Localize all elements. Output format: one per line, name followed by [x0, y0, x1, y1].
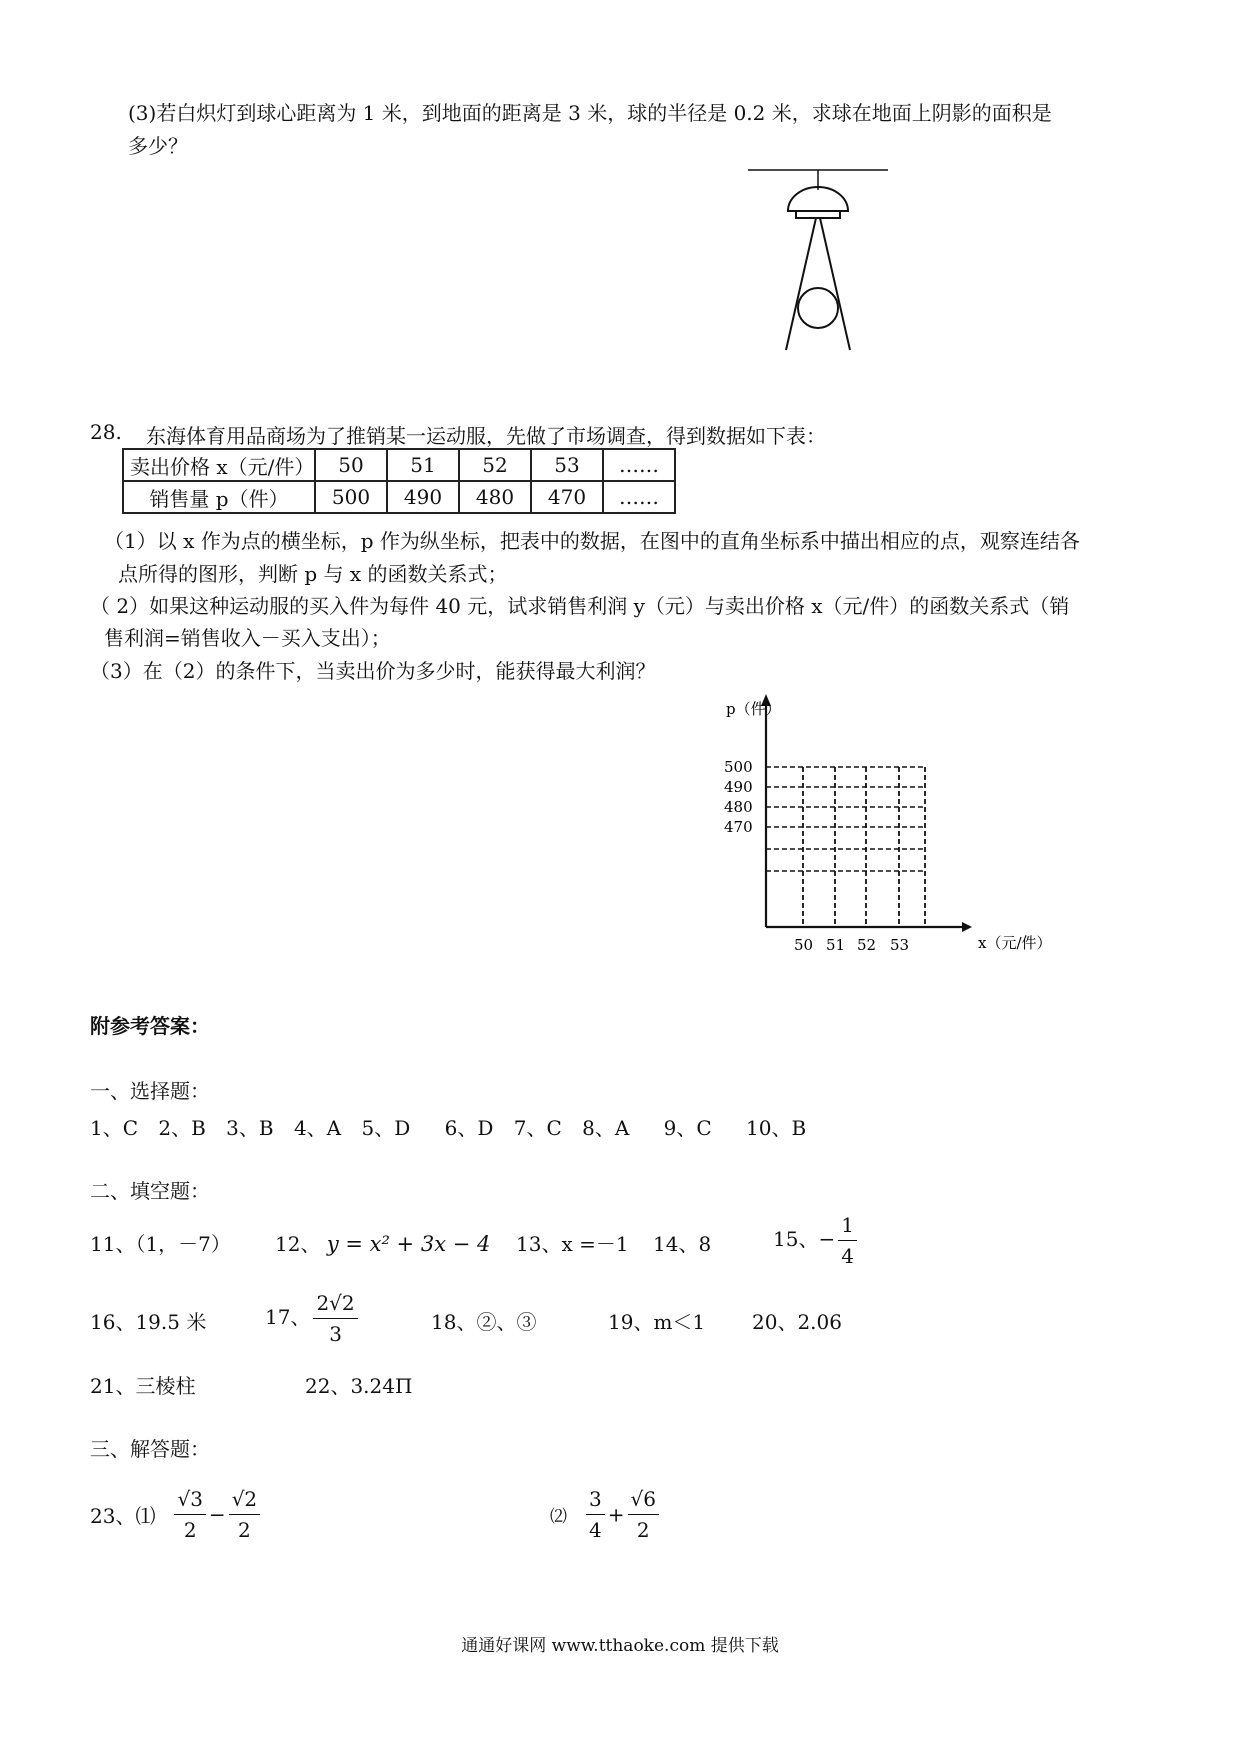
x-tick-label: 51	[826, 936, 846, 954]
fraction-denominator: 2	[183, 1518, 197, 1542]
fraction	[586, 1484, 605, 1545]
price-sales-table	[122, 448, 676, 514]
fraction	[229, 1484, 260, 1545]
answer-item: 9、C	[663, 1116, 712, 1140]
answer-11: 11、（1，－7）	[90, 1232, 231, 1256]
answer-23-part1	[90, 1484, 263, 1545]
lamp-ball-diagram	[740, 160, 900, 360]
table-cell: ……	[603, 481, 675, 513]
answer-item: 1、C	[90, 1116, 139, 1140]
answer-22: 22、3.24Π	[305, 1374, 413, 1398]
answer-12	[275, 1228, 490, 1257]
answer-item: 8、A	[582, 1116, 630, 1140]
fraction	[313, 1288, 357, 1349]
coordinate-grid-chart	[700, 690, 1080, 965]
operator: +	[607, 1502, 625, 1527]
fraction-numerator: 3	[586, 1484, 605, 1515]
q28-part2-line2: 售利润=销售收入－买入支出）；	[104, 626, 391, 650]
answer-item: 10、B	[746, 1116, 807, 1140]
answer-item: 5、D	[361, 1116, 411, 1140]
table-cell: 50	[315, 449, 387, 481]
x-tick-label: 53	[890, 936, 910, 954]
answer-15-sign: −	[818, 1227, 836, 1251]
answer-19: 19、m＜1	[608, 1310, 706, 1334]
answer-item: 2、B	[158, 1116, 206, 1140]
answer-23-part2	[550, 1484, 662, 1545]
answer-16: 16、19.5 米	[90, 1310, 207, 1334]
y-tick-label: 470	[724, 818, 753, 836]
table-row-label: 销售量 p（件）	[123, 481, 315, 513]
q28-part2-line1: （ 2）如果这种运动服的买入件为每件 40 元，试求销售利润 y（元）与卖出价格 x（元/件）的函数关系式（销	[90, 594, 1070, 618]
fraction-denominator: 2	[636, 1518, 650, 1542]
q28-part1-line1: （1）以 x 作为点的横坐标，p 作为纵坐标，把表中的数据，在图中的直角坐标系中描出相应的点，观察连结各	[104, 529, 1080, 553]
table-cell: 53	[531, 449, 603, 481]
answer-12-expression: y = x² + 3x − 4	[326, 1232, 491, 1256]
fraction-denominator: 4	[589, 1518, 602, 1542]
fraction-numerator: √3	[174, 1484, 205, 1515]
fraction-numerator: √6	[628, 1484, 659, 1515]
q27-part3-line1: (3)若白炽灯到球心距离为 1 米，到地面的距离是 3 米，球的半径是 0.2 米，求球在地面上阴影的面积是	[128, 101, 1052, 125]
answer-15-label: 15、	[773, 1227, 819, 1251]
q28-part3: （3）在（2）的条件下，当卖出价为多少时，能获得最大利润？	[90, 659, 656, 683]
x-tick-label: 52	[857, 936, 877, 954]
answer-item: 7、C	[513, 1116, 562, 1140]
answer-15	[773, 1210, 860, 1271]
section2-title: 二、填空题：	[90, 1179, 210, 1203]
y-tick-label: 490	[724, 778, 753, 796]
answer-18: 18、②、③	[431, 1310, 537, 1334]
operator: −	[208, 1502, 226, 1527]
table-cell: 470	[531, 481, 603, 513]
table-cell: 500	[315, 481, 387, 513]
answer-13: 13、x =－1	[516, 1232, 629, 1256]
fraction	[838, 1210, 857, 1271]
table-row-label: 卖出价格 x（元/件）	[123, 449, 315, 481]
section1-answers	[90, 1112, 806, 1141]
answer-17	[265, 1288, 361, 1349]
q28-intro: 东海体育用品商场为了推销某一运动服，先做了市场调查，得到数据如下表：	[146, 424, 826, 448]
fraction-numerator: √2	[229, 1484, 260, 1515]
q27-part3-line2: 多少？	[128, 134, 188, 158]
answer-23-label: 23、⑴	[90, 1504, 156, 1528]
fraction-denominator: 3	[329, 1322, 342, 1346]
page-footer: 通通好课网 www.tthaoke.com 提供下载	[461, 1636, 779, 1656]
section3-title: 三、解答题：	[90, 1437, 210, 1461]
fraction-numerator: 1	[838, 1210, 857, 1241]
answer-item: 6、D	[444, 1116, 494, 1140]
table-cell: 51	[387, 449, 459, 481]
x-tick-label: 50	[794, 936, 814, 954]
answer-21: 21、三棱柱	[90, 1374, 196, 1398]
fraction	[174, 1484, 205, 1545]
answer-20: 20、2.06	[752, 1310, 842, 1334]
answers-heading: 附参考答案：	[90, 1014, 210, 1038]
fraction-numerator: 2√2	[313, 1288, 357, 1319]
y-axis-label: p（件）	[726, 700, 781, 718]
table-row	[123, 481, 675, 513]
table-cell: 480	[459, 481, 531, 513]
x-axis-label: x（元/件）	[978, 934, 1052, 952]
table-cell: 52	[459, 449, 531, 481]
answer-17-label: 17、	[265, 1305, 311, 1329]
answer-23-part2-label: ⑵	[550, 1507, 567, 1527]
y-tick-label: 480	[724, 798, 753, 816]
table-cell: ……	[603, 449, 675, 481]
section1-title: 一、选择题：	[90, 1079, 210, 1103]
answer-item: 3、B	[226, 1116, 274, 1140]
fraction-denominator: 2	[238, 1518, 251, 1542]
fraction-denominator: 4	[841, 1244, 854, 1268]
answer-14: 14、8	[653, 1232, 712, 1256]
answer-12-label: 12、	[275, 1232, 321, 1256]
answer-item: 4、A	[293, 1116, 342, 1140]
fraction	[628, 1484, 659, 1545]
q28-part1-line2: 点所得的图形，判断 p 与 x 的函数关系式；	[118, 562, 508, 586]
table-row	[123, 449, 675, 481]
table-cell: 490	[387, 481, 459, 513]
q28-number: 28.	[90, 420, 122, 444]
y-tick-label: 500	[724, 758, 753, 776]
grid-lines	[766, 767, 925, 927]
x-axis-arrow-icon	[962, 922, 972, 932]
